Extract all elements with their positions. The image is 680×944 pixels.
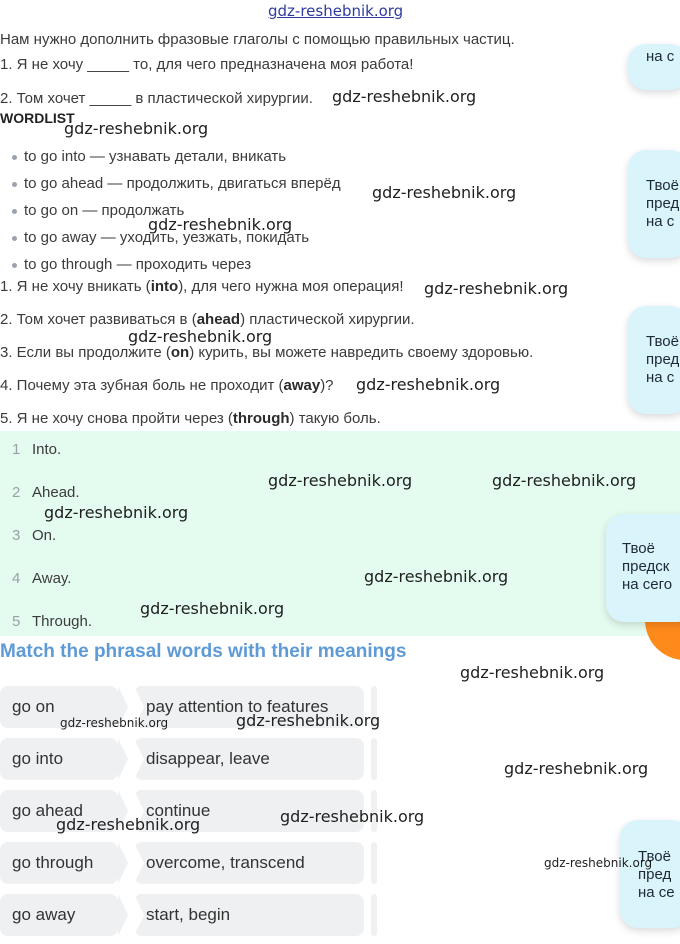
watermark: gdz-reshebnik.org	[280, 807, 425, 826]
wordlist-item: to go through — проходить через	[12, 256, 251, 273]
watermark: gdz-reshebnik.org	[504, 759, 649, 778]
bullet-icon	[12, 182, 17, 187]
watermark: gdz-reshebnik.org	[424, 279, 569, 298]
match-word-card[interactable]: go away	[0, 894, 118, 936]
watermark: gdz-reshebnik.org	[364, 567, 509, 586]
match-word-card[interactable]: go ahead	[0, 790, 118, 832]
watermark: gdz-reshebnik.org	[56, 815, 201, 834]
sentence: 3. Если вы продолжите (on) курить, вы можете навредить своему здоровью.	[0, 344, 534, 361]
watermark: gdz-reshebnik.org	[460, 663, 605, 682]
watermark: gdz-reshebnik.org	[492, 471, 637, 490]
wordlist-item: to go away — уходить, уезжать, покидать	[12, 229, 309, 246]
watermark: gdz-reshebnik.org	[332, 87, 477, 106]
prediction-bubble[interactable]: Твоё предск на сего	[606, 514, 680, 622]
wordlist-item: to go into — узнавать детали, вникать	[12, 148, 286, 165]
match-meaning-card[interactable]: continue	[134, 790, 364, 832]
match-meaning-card[interactable]: start, begin	[134, 894, 364, 936]
decorative-shape	[645, 620, 680, 660]
task-line: 2. Том хочет _____ в пластической хирургии.	[0, 90, 313, 107]
watermark: gdz-reshebnik.org	[140, 599, 285, 618]
card-edge	[371, 894, 377, 936]
bullet-icon	[12, 209, 17, 214]
sentence: 4. Почему эта зубная боль не проходит (away)?	[0, 377, 334, 394]
watermark: gdz-reshebnik.org	[268, 2, 404, 20]
match-word-card[interactable]: go into	[0, 738, 118, 780]
sentence: 2. Том хочет развиваться в (ahead) пластической хирургии.	[0, 311, 415, 328]
intro-text: Нам нужно дополнить фразовые глаголы с помощью правильных частиц.	[0, 31, 515, 48]
watermark: gdz-reshebnik.org	[372, 183, 517, 202]
watermark: gdz-reshebnik.org	[356, 375, 501, 394]
bullet-icon	[12, 263, 17, 268]
section-title: Match the phrasal words with their meanings	[0, 641, 407, 662]
watermark: gdz-reshebnik.org	[64, 119, 209, 138]
bullet-icon	[12, 236, 17, 241]
bullet-icon	[12, 155, 17, 160]
card-edge	[371, 738, 377, 780]
wordlist-item: to go on — продолжать	[12, 202, 184, 219]
watermark: gdz-reshebnik.org	[544, 856, 653, 870]
prediction-bubble[interactable]: Твоё пред на се	[620, 820, 680, 928]
match-meaning-card[interactable]: disappear, leave	[134, 738, 364, 780]
match-meaning-card[interactable]: pay attention to features	[134, 686, 364, 728]
task-line: 1. Я не хочу _____ то, для чего предназначена моя работа!	[0, 56, 414, 73]
sentence: 1. Я не хочу вникать (into), для чего нужна моя операция!	[0, 278, 404, 295]
answer-row: 1 Into.	[12, 441, 62, 458]
match-meaning-card[interactable]: overcome, transcend	[134, 842, 364, 884]
match-word-card[interactable]: go through	[0, 842, 118, 884]
watermark: gdz-reshebnik.org	[60, 716, 169, 730]
answers-panel	[0, 431, 680, 636]
card-edge	[371, 842, 377, 884]
wordlist-title: WORDLIST	[0, 110, 75, 126]
prediction-bubble[interactable]: на с	[628, 44, 680, 90]
watermark: gdz-reshebnik.org	[268, 471, 413, 490]
watermark: gdz-reshebnik.org	[236, 711, 381, 730]
answer-row: 3 On.	[12, 527, 57, 544]
answer-row: 2 Ahead.	[12, 484, 80, 501]
watermark: gdz-reshebnik.org	[44, 503, 189, 522]
sentence: 5. Я не хочу снова пройти через (through) такую боль.	[0, 410, 381, 427]
answer-row: 5 Through.	[12, 613, 93, 630]
answer-row: 4 Away.	[12, 570, 72, 587]
prediction-bubble[interactable]: Твоё пред на с	[628, 150, 680, 258]
watermark: gdz-reshebnik.org	[148, 215, 293, 234]
watermark: gdz-reshebnik.org	[128, 327, 273, 346]
wordlist-item: to go ahead — продолжить, двигаться вперёд	[12, 175, 341, 192]
prediction-bubble[interactable]: Твоё пред на с	[628, 306, 680, 414]
match-word-card[interactable]: go on	[0, 686, 118, 728]
